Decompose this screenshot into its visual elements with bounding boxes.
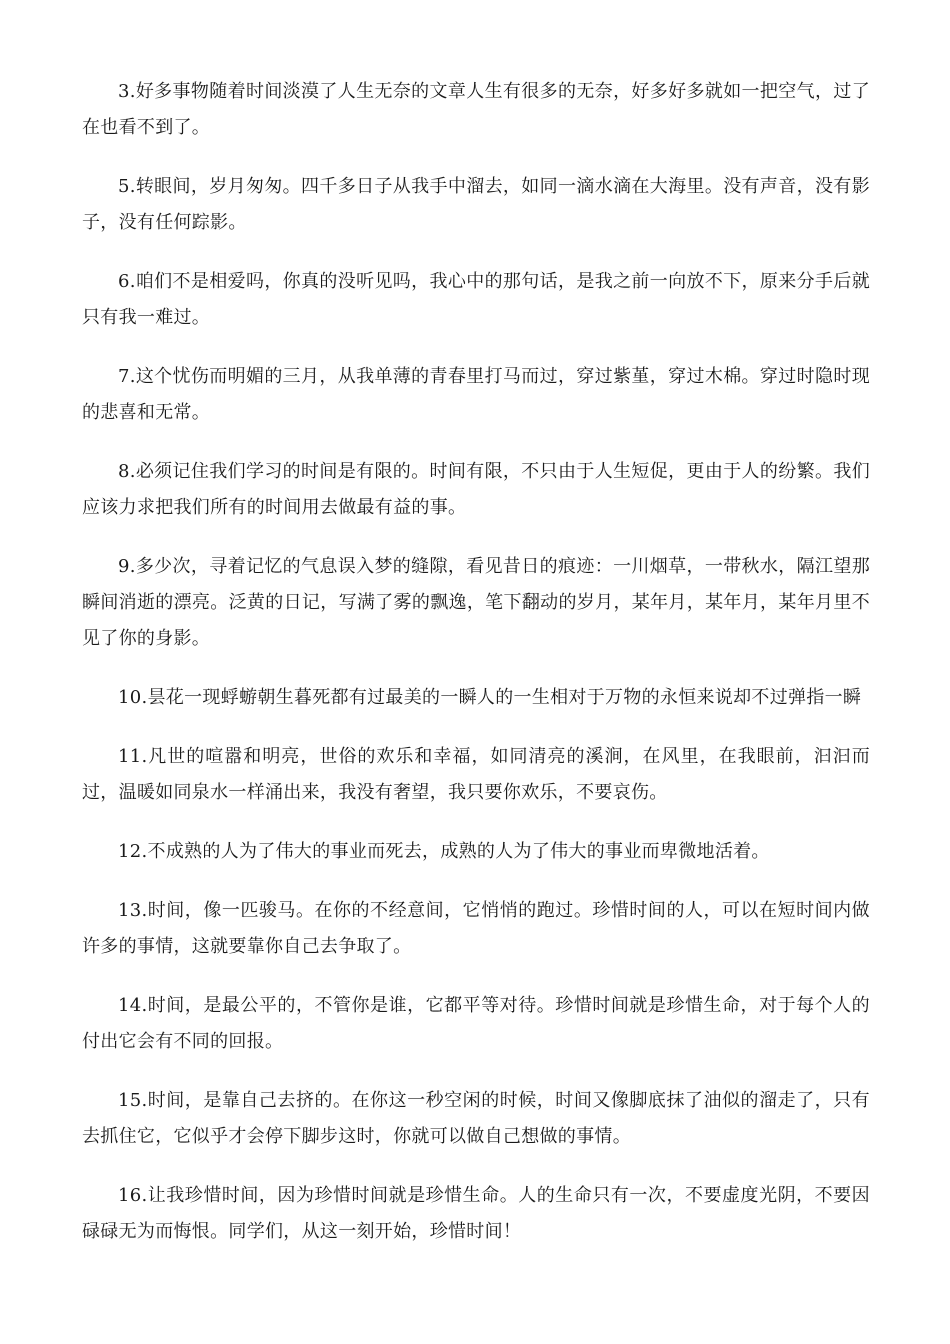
paragraph-16: 16.让我珍惜时间，因为珍惜时间就是珍惜生命。人的生命只有一次，不要虚度光阴，不要因碌碌无为而悔恨。同学们，从这一刻开始，珍惜时间！	[82, 1185, 870, 1242]
paragraph-15: 15.时间，是靠自己去挤的。在你这一秒空闲的时候，时间又像脚底抹了油似的溜走了，只有去抓住它，它似乎才会停下脚步这时，你就可以做自己想做的事情。	[82, 1090, 870, 1147]
paragraph-10: 10.昙花一现蜉蝣朝生暮死都有过最美的一瞬人的一生相对于万物的永恒来说却不过弹指一瞬	[118, 687, 862, 708]
paragraph-12: 12.不成熟的人为了伟大的事业而死去，成熟的人为了伟大的事业而卑微地活着。	[118, 841, 770, 862]
document-body	[82, 74, 870, 1273]
paragraph-6: 6.咱们不是相爱吗，你真的没听见吗，我心中的那句话，是我之前一向放不下，原来分手后就只有我一难过。	[82, 271, 870, 328]
paragraph-9: 9.多少次，寻着记忆的气息误入梦的缝隙，看见昔日的痕迹：一川烟草，一带秋水，隔江望那瞬间消逝的漂亮。泛黄的日记，写满了雾的飘逸，笔下翻动的岁月，某年月，某年月，某年月里不见了你的身影。	[82, 556, 870, 649]
paragraph-3: 3.好多事物随着时间淡漠了人生无奈的文章人生有很多的无奈，好多好多就如一把空气，过了在也看不到了。	[82, 81, 870, 138]
paragraph-7: 7.这个忧伤而明媚的三月，从我单薄的青春里打马而过，穿过紫堇，穿过木棉。穿过时隐时现的悲喜和无常。	[82, 366, 870, 423]
paragraph-8: 8.必须记住我们学习的时间是有限的。时间有限，不只由于人生短促，更由于人的纷繁。我们应该力求把我们所有的时间用去做最有益的事。	[82, 461, 870, 518]
paragraph-14: 14.时间，是最公平的，不管你是谁，它都平等对待。珍惜时间就是珍惜生命，对于每个人的付出它会有不同的回报。	[82, 995, 870, 1052]
paragraph-11: 11.凡世的喧嚣和明亮，世俗的欢乐和幸福，如同清亮的溪涧，在风里，在我眼前，汩汩而过，温暖如同泉水一样涌出来，我没有奢望，我只要你欢乐，不要哀伤。	[82, 746, 870, 803]
paragraph-5: 5.转眼间，岁月匆匆。四千多日子从我手中溜去，如同一滴水滴在大海里。没有声音，没有影子，没有任何踪影。	[82, 176, 870, 233]
paragraph-13: 13.时间，像一匹骏马。在你的不经意间，它悄悄的跑过。珍惜时间的人，可以在短时间内做许多的事情，这就要靠你自己去争取了。	[82, 900, 870, 957]
